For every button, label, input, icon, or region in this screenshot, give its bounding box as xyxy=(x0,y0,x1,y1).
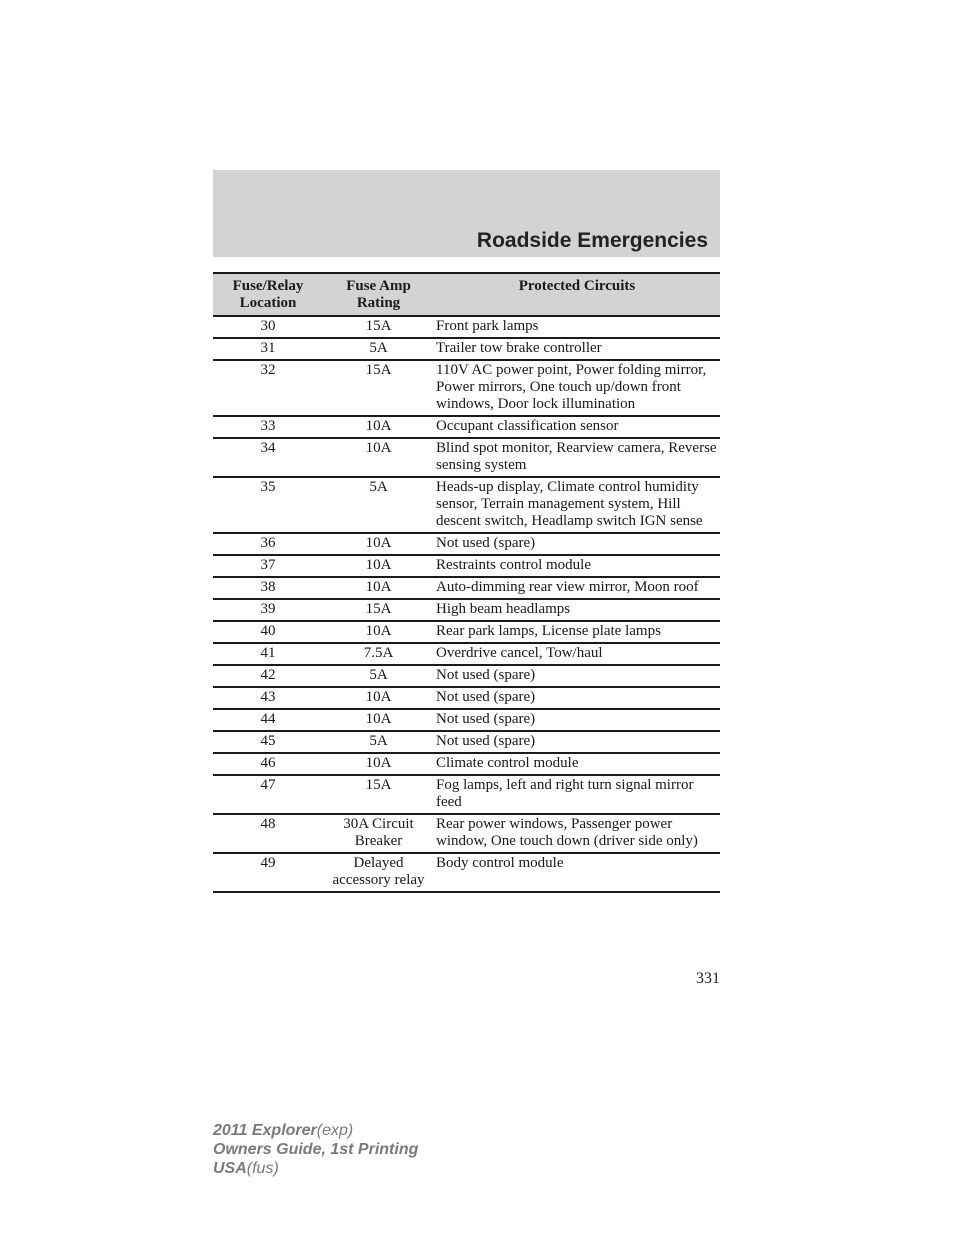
table-row xyxy=(213,665,720,687)
fuse-rating-cell: 30A Circuit Breaker xyxy=(323,814,434,853)
fuse-location-cell: 32 xyxy=(213,360,323,416)
footer-model: 2011 Explorer xyxy=(213,1122,317,1139)
protected-circuits-cell: Rear park lamps, License plate lamps xyxy=(434,621,720,643)
table-row xyxy=(213,599,720,621)
fuse-rating-cell: 10A xyxy=(323,687,434,709)
column-header-circuits xyxy=(434,273,720,316)
footer-line-3 xyxy=(213,1159,418,1178)
protected-circuits-cell: Not used (spare) xyxy=(434,731,720,753)
fuse-location-cell: 43 xyxy=(213,687,323,709)
fuse-location-cell: 40 xyxy=(213,621,323,643)
fuse-rating-cell: 10A xyxy=(323,709,434,731)
footer-model-code: (exp) xyxy=(316,1122,354,1139)
protected-circuits-cell: Restraints control module xyxy=(434,555,720,577)
fuse-location-cell: 46 xyxy=(213,753,323,775)
footer-line-2: Owners Guide, 1st Printing xyxy=(213,1141,419,1158)
protected-circuits-cell: Trailer tow brake controller xyxy=(434,338,720,360)
column-header-location-text: Fuse/Relay Location xyxy=(232,278,304,311)
fuse-location-cell: 33 xyxy=(213,416,323,438)
protected-circuits-cell: Not used (spare) xyxy=(434,709,720,731)
fuse-location-cell: 48 xyxy=(213,814,323,853)
table-row xyxy=(213,360,720,416)
fuse-rating-cell: 15A xyxy=(323,360,434,416)
table-row xyxy=(213,853,720,892)
table-row xyxy=(213,643,720,665)
table-header-row xyxy=(213,273,720,316)
fuse-location-cell: 42 xyxy=(213,665,323,687)
fuse-location-cell: 30 xyxy=(213,316,323,338)
footer-line-1 xyxy=(213,1121,418,1140)
fuse-location-cell: 36 xyxy=(213,533,323,555)
fuse-table xyxy=(213,272,720,893)
fuse-location-cell: 31 xyxy=(213,338,323,360)
table-row xyxy=(213,555,720,577)
fuse-location-cell: 38 xyxy=(213,577,323,599)
protected-circuits-cell: Fog lamps, left and right turn signal mirror feed xyxy=(434,775,720,814)
table-row xyxy=(213,416,720,438)
fuse-rating-cell: 10A xyxy=(323,753,434,775)
table-row xyxy=(213,621,720,643)
protected-circuits-cell: Front park lamps xyxy=(434,316,720,338)
table-row xyxy=(213,338,720,360)
fuse-location-cell: 39 xyxy=(213,599,323,621)
column-header-location xyxy=(213,273,323,316)
fuse-rating-cell: 10A xyxy=(323,533,434,555)
footer-region: USA xyxy=(213,1160,247,1177)
protected-circuits-cell: Heads-up display, Climate control humidity sensor, Terrain management system, Hill descent switch, Headlamp switch IGN sense xyxy=(434,477,720,533)
fuse-rating-cell: 10A xyxy=(323,555,434,577)
fuse-location-cell: 45 xyxy=(213,731,323,753)
footer-region-code: (fus) xyxy=(246,1160,279,1177)
table-row xyxy=(213,477,720,533)
page-number: 331 xyxy=(696,970,720,987)
fuse-rating-cell: 10A xyxy=(323,621,434,643)
protected-circuits-cell: Occupant classification sensor xyxy=(434,416,720,438)
protected-circuits-cell: Blind spot monitor, Rearview camera, Reverse sensing system xyxy=(434,438,720,477)
fuse-location-cell: 44 xyxy=(213,709,323,731)
protected-circuits-cell: Auto-dimming rear view mirror, Moon roof xyxy=(434,577,720,599)
fuse-rating-cell: 10A xyxy=(323,577,434,599)
table-row xyxy=(213,731,720,753)
fuse-location-cell: 34 xyxy=(213,438,323,477)
fuse-rating-cell: 5A xyxy=(323,477,434,533)
protected-circuits-cell: Rear power windows, Passenger power window, One touch down (driver side only) xyxy=(434,814,720,853)
fuse-location-cell: 41 xyxy=(213,643,323,665)
fuse-location-cell: 49 xyxy=(213,853,323,892)
footer xyxy=(213,1121,418,1178)
fuse-location-cell: 47 xyxy=(213,775,323,814)
table-row xyxy=(213,814,720,853)
column-header-circuits-text: Protected Circuits xyxy=(518,278,636,294)
fuse-rating-cell: 5A xyxy=(323,338,434,360)
protected-circuits-cell: 110V AC power point, Power folding mirror, Power mirrors, One touch up/down front windows, Door lock illumination xyxy=(434,360,720,416)
table-row xyxy=(213,709,720,731)
fuse-rating-cell: 5A xyxy=(323,665,434,687)
table-body xyxy=(213,316,720,892)
column-header-rating xyxy=(323,273,434,316)
table-row xyxy=(213,577,720,599)
protected-circuits-cell: Not used (spare) xyxy=(434,687,720,709)
table-row xyxy=(213,687,720,709)
fuse-rating-cell: 10A xyxy=(323,438,434,477)
fuse-location-cell: 35 xyxy=(213,477,323,533)
table-row xyxy=(213,753,720,775)
protected-circuits-cell: Body control module xyxy=(434,853,720,892)
table-row xyxy=(213,316,720,338)
fuse-location-cell: 37 xyxy=(213,555,323,577)
table-row xyxy=(213,775,720,814)
fuse-rating-cell: 15A xyxy=(323,599,434,621)
table-row xyxy=(213,438,720,477)
fuse-rating-cell: 15A xyxy=(323,775,434,814)
table-row xyxy=(213,533,720,555)
fuse-rating-cell: 7.5A xyxy=(323,643,434,665)
protected-circuits-cell: Climate control module xyxy=(434,753,720,775)
fuse-rating-cell: 5A xyxy=(323,731,434,753)
protected-circuits-cell: High beam headlamps xyxy=(434,599,720,621)
section-header-band xyxy=(213,170,720,257)
section-title: Roadside Emergencies xyxy=(476,229,708,252)
fuse-rating-cell: 15A xyxy=(323,316,434,338)
fuse-rating-cell: Delayed accessory relay xyxy=(323,853,434,892)
fuse-rating-cell: 10A xyxy=(323,416,434,438)
protected-circuits-cell: Not used (spare) xyxy=(434,665,720,687)
column-header-rating-text: Fuse Amp Rating xyxy=(346,278,411,311)
protected-circuits-cell: Not used (spare) xyxy=(434,533,720,555)
protected-circuits-cell: Overdrive cancel, Tow/haul xyxy=(434,643,720,665)
